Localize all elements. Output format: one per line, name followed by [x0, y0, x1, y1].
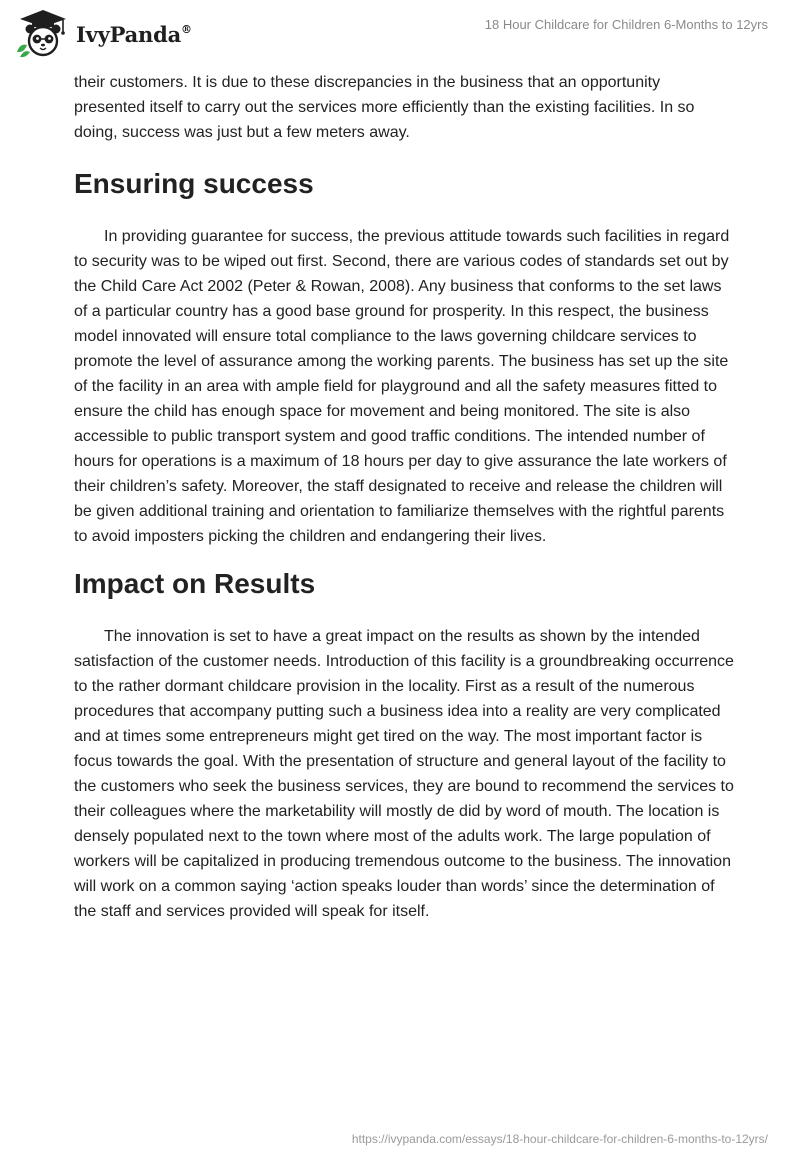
- page-header: [0, 0, 800, 66]
- section-paragraph-ensuring-success: In providing guarantee for success, the previous attitude towards such facilities in regard to security was to be wiped out first. Second, there are various codes of standards set out by the Child Care Act 2002 (Peter & Rowan, 2008). Any business that conforms to the set laws of a particular country has a good base ground for prosperity. In this respect, the business model innovated will ensure total compliance to the laws governing childcare services to promote the level of assurance among the working parents. The business has set up the site of the facility in an area with ample field for playground and all the safety measures fitted to ensure the child has enough space for movement and being monitored. The site is also accessible to public transport system and good traffic conditions. The intended number of hours for operations is a maximum of 18 hours per day to give assurance the late workers of their children’s safety. Moreover, the staff designated to receive and release the children will be given additional training and orientation to familiarize themselves with the rightful parents to avoid imposters picking the children and endangering their lives.: [74, 228, 730, 545]
- trademark-symbol: ®: [181, 22, 192, 36]
- brand-name: IvyPanda®: [76, 21, 192, 47]
- panda-graduate-icon: [14, 8, 72, 58]
- section-paragraph-impact-on-results: The innovation is set to have a great impact on the results as shown by the intended satisfaction of the customer needs. Introduction of this facility is a groundbreaking occurrence to the rather dormant childcare provision in the locality. First as a result of the numerous procedures that accompany putting such a business idea into a reality are very complicated and at times some entrepreneurs might get tired on the way. The most important factor is focus towards the goal. With the presentation of structure and general layout of the facility to the customers who seek the business services, they are bound to recommend the services to their colleagues where the marketability will mostly de did by word of mouth. The location is densely populated next to the town where most of the adults work. The large population of workers will be capitalized in producing tremendous outcome to the business. The innovation will work on a common saying ‘action speaks louder than words’ since the determination of the staff and services provided will speak for itself.: [74, 628, 734, 920]
- source-url-link[interactable]: https://ivypanda.com/essays/18-hour-childcare-for-children-6-months-to-12yrs/: [351, 1132, 768, 1146]
- document-title: 18 Hour Childcare for Children 6-Months to 12yrs: [484, 17, 768, 32]
- ivypanda-logo[interactable]: [14, 8, 192, 58]
- section-heading-ensuring-success: Ensuring success: [74, 168, 314, 199]
- section-heading-impact-on-results: Impact on Results: [74, 568, 316, 599]
- essay-body: [74, 70, 734, 924]
- intro-paragraph: their customers. It is due to these discrepancies in the business that an opportunity presented itself to carry out the services more efficiently than the existing facilities. In so doing, success was just but a few meters away.: [74, 74, 695, 141]
